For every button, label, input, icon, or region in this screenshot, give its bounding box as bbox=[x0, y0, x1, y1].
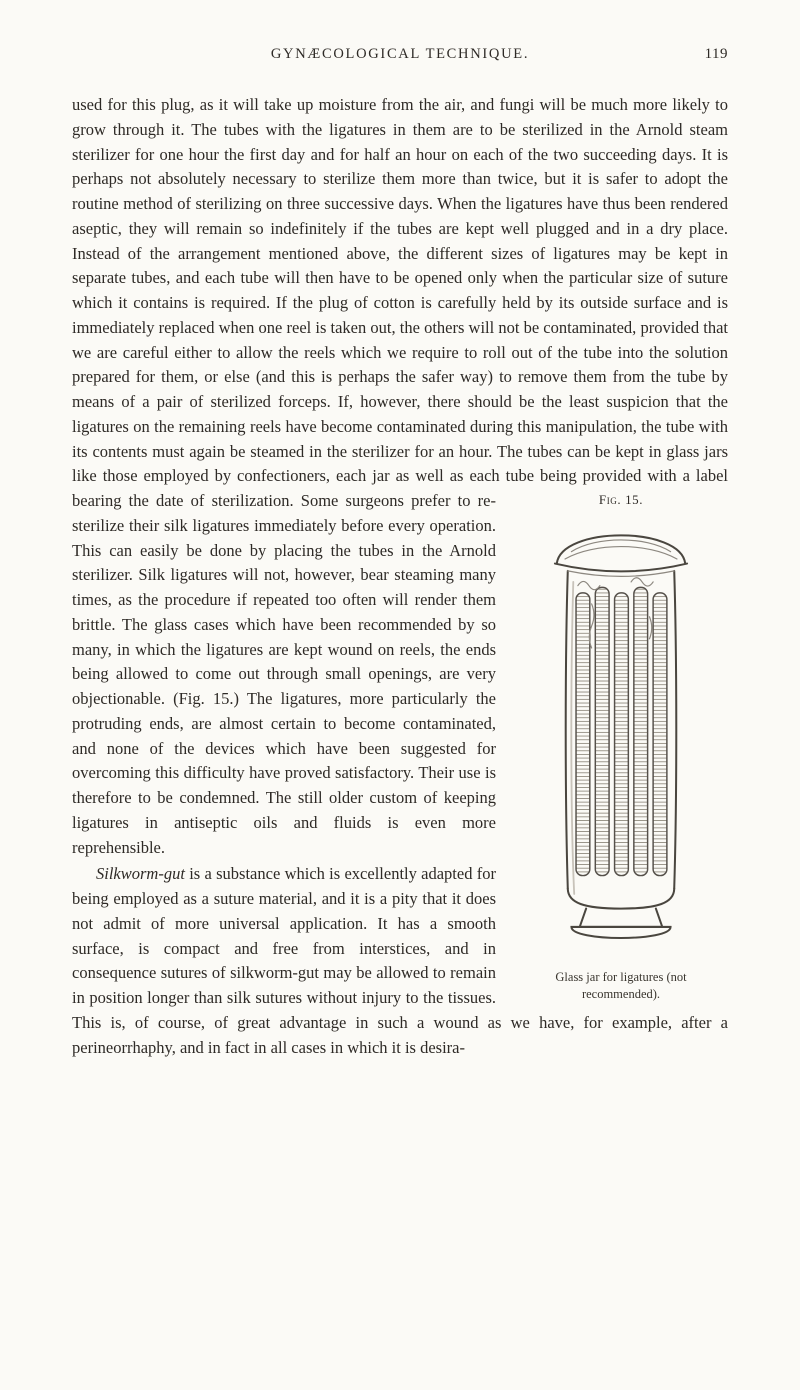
paragraph-text-after-figure: with a label bearing the date of sterilization. Some surgeons prefer to re-sterilize their silk ligatures immediately before every operation. This can easily be done by placing the tubes in the Arnold sterilizer. Silk ligatures will not, however, bear steaming many times, as the procedure if repeated too often will render them brittle. The glass cases which have been recommended by so many, in which the ligatures are kept wound on reels, the ends being allowed to come out through small openings, are very objectionable. (Fig. 15.) The ligatures, more particularly the protruding ends, are almost certain to become contaminated, and none of the devices which have been suggested for overcoming this difficulty have proved satisfactory. Their use is therefore to be condemned. The still older custom of keeping ligatures in antiseptic oils and fluids is even more reprehensible. bbox=[72, 466, 728, 857]
figure-caption: Glass jar for ligatures (not recommended). bbox=[555, 969, 687, 1002]
paragraph-text-before-figure: used for this plug, as it will take up moisture from the air, and fungi will be much more likely to grow through it. The tubes with the ligatures in them are to be sterilized in the Arnold steam sterilizer for one hour the first day and for half an hour on each of the two succeeding days. It is perhaps not absolutely necessary to sterilize them more than twice, but it is safer to adopt the routine method of sterilizing on three successive days. When the ligatures have thus been rendered aseptic, they will remain so indefinitely if the tubes are kept well plugged and in a dry place. Instead of the arrangement mentioned above, the different sizes of ligatures may be kept in separate tubes, and each tube will then have to be opened only when the particular size of suture which it contains is required. If the plug of cotton is carefully held by its outside surface and is immediately replaced when one reel is taken out, the others will not be contaminated, provided that we are careful either to allow the reels which we require to roll out of the tube into the solution prepared for them, or else (and this is perhaps the safer way) to remove them from the tube by means of a pair of sterilized forceps. If, however, there should be the least suspicion that the ligatures on the remaining reels have become contaminated during this manipulation, the tube with its contents must again be steamed in the sterilizer for an hour. The tubes can be kept in glass jars like those employed by confectioners, each jar as well as each tube being provided bbox=[72, 95, 728, 486]
figure-label: Fig. 15. bbox=[598, 492, 644, 507]
page-body bbox=[72, 93, 728, 1060]
glass-jar-illustration bbox=[543, 514, 699, 954]
figure-15 bbox=[514, 492, 728, 1003]
page-number: 119 bbox=[704, 46, 729, 62]
term-silkworm-gut: Silkworm-gut bbox=[96, 864, 185, 884]
running-header-title: GYNÆCOLOGICAL TECHNIQUE. bbox=[270, 46, 530, 62]
paragraph-silkworm-gut-text: is a substance which is excellently adapted for being employed as a suture material, and it is a pity that it does not admit of more universal application. It has a smooth surface, is compact and free from interstices, and in consequence sutures of silkworm-gut may be allowed to remain in position longer than silk sutures without injury to the tissues. This is, of course, of great advantage in such a wound as we have, for example, after a perineorrhaphy, and in fact in all cases in which it is desira- bbox=[72, 864, 728, 1057]
running-header bbox=[72, 46, 728, 63]
